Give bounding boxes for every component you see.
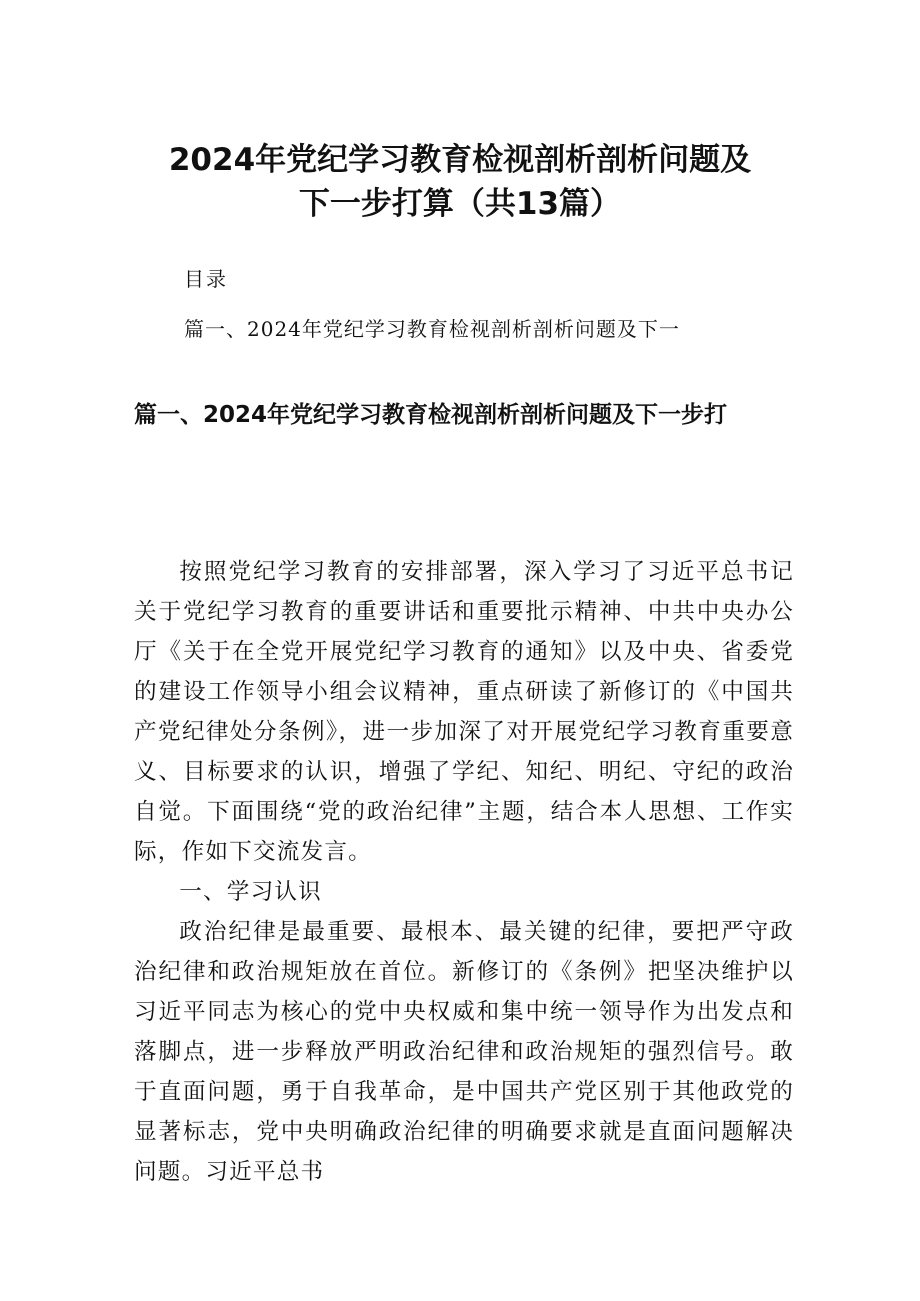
document-body — [134, 552, 794, 1192]
toc-entry[interactable]: 篇一、2024年党纪学习教育检视剖析剖析问题及下一 — [184, 317, 680, 341]
document-title-line-1: 2024年党纪学习教育检视剖析剖析问题及 — [168, 142, 752, 178]
document-title-line-2: 下一步打算（共13篇） — [298, 186, 622, 222]
body-paragraph: 按照党纪学习教育的安排部署，深入学习了习近平总书记关于党纪学习教育的重要讲话和重要批示精神、中共中央办公厅《关于在全党开展党纪学习教育的通知》以及中央、省委党的建设工作领导小组会议精神，重点研读了新修订的《中国共产党纪律处分条例》，进一步加深了对开展党纪学习教育重要意义、目标要求的认识，增强了学纪、知纪、明纪、守纪的政治自觉。下面围绕“党的政治纪律”主题，结合本人思想、工作实际，作如下交流发言。 — [134, 559, 794, 865]
subheading-study-understanding: 一、学习认识 — [179, 879, 322, 905]
body-paragraph: 政治纪律是最重要、最根本、最关键的纪律，要把严守政治纪律和政治规矩放在首位。新修订的《条例》把坚决维护以习近平同志为核心的党中央权威和集中统一领导作为出发点和落脚点，进一步释放严明政治纪律和政治规矩的强烈信号。敢于直面问题，勇于自我革命，是中国共产党区别于其他政党的显著标志，党中央明确政治纪律的明确要求就是直面问题解决问题。习近平总书 — [134, 919, 794, 1185]
toc-label: 目录 — [184, 267, 228, 291]
section-heading: 篇一、2024年党纪学习教育检视剖析剖析问题及下一步打 — [134, 402, 728, 428]
